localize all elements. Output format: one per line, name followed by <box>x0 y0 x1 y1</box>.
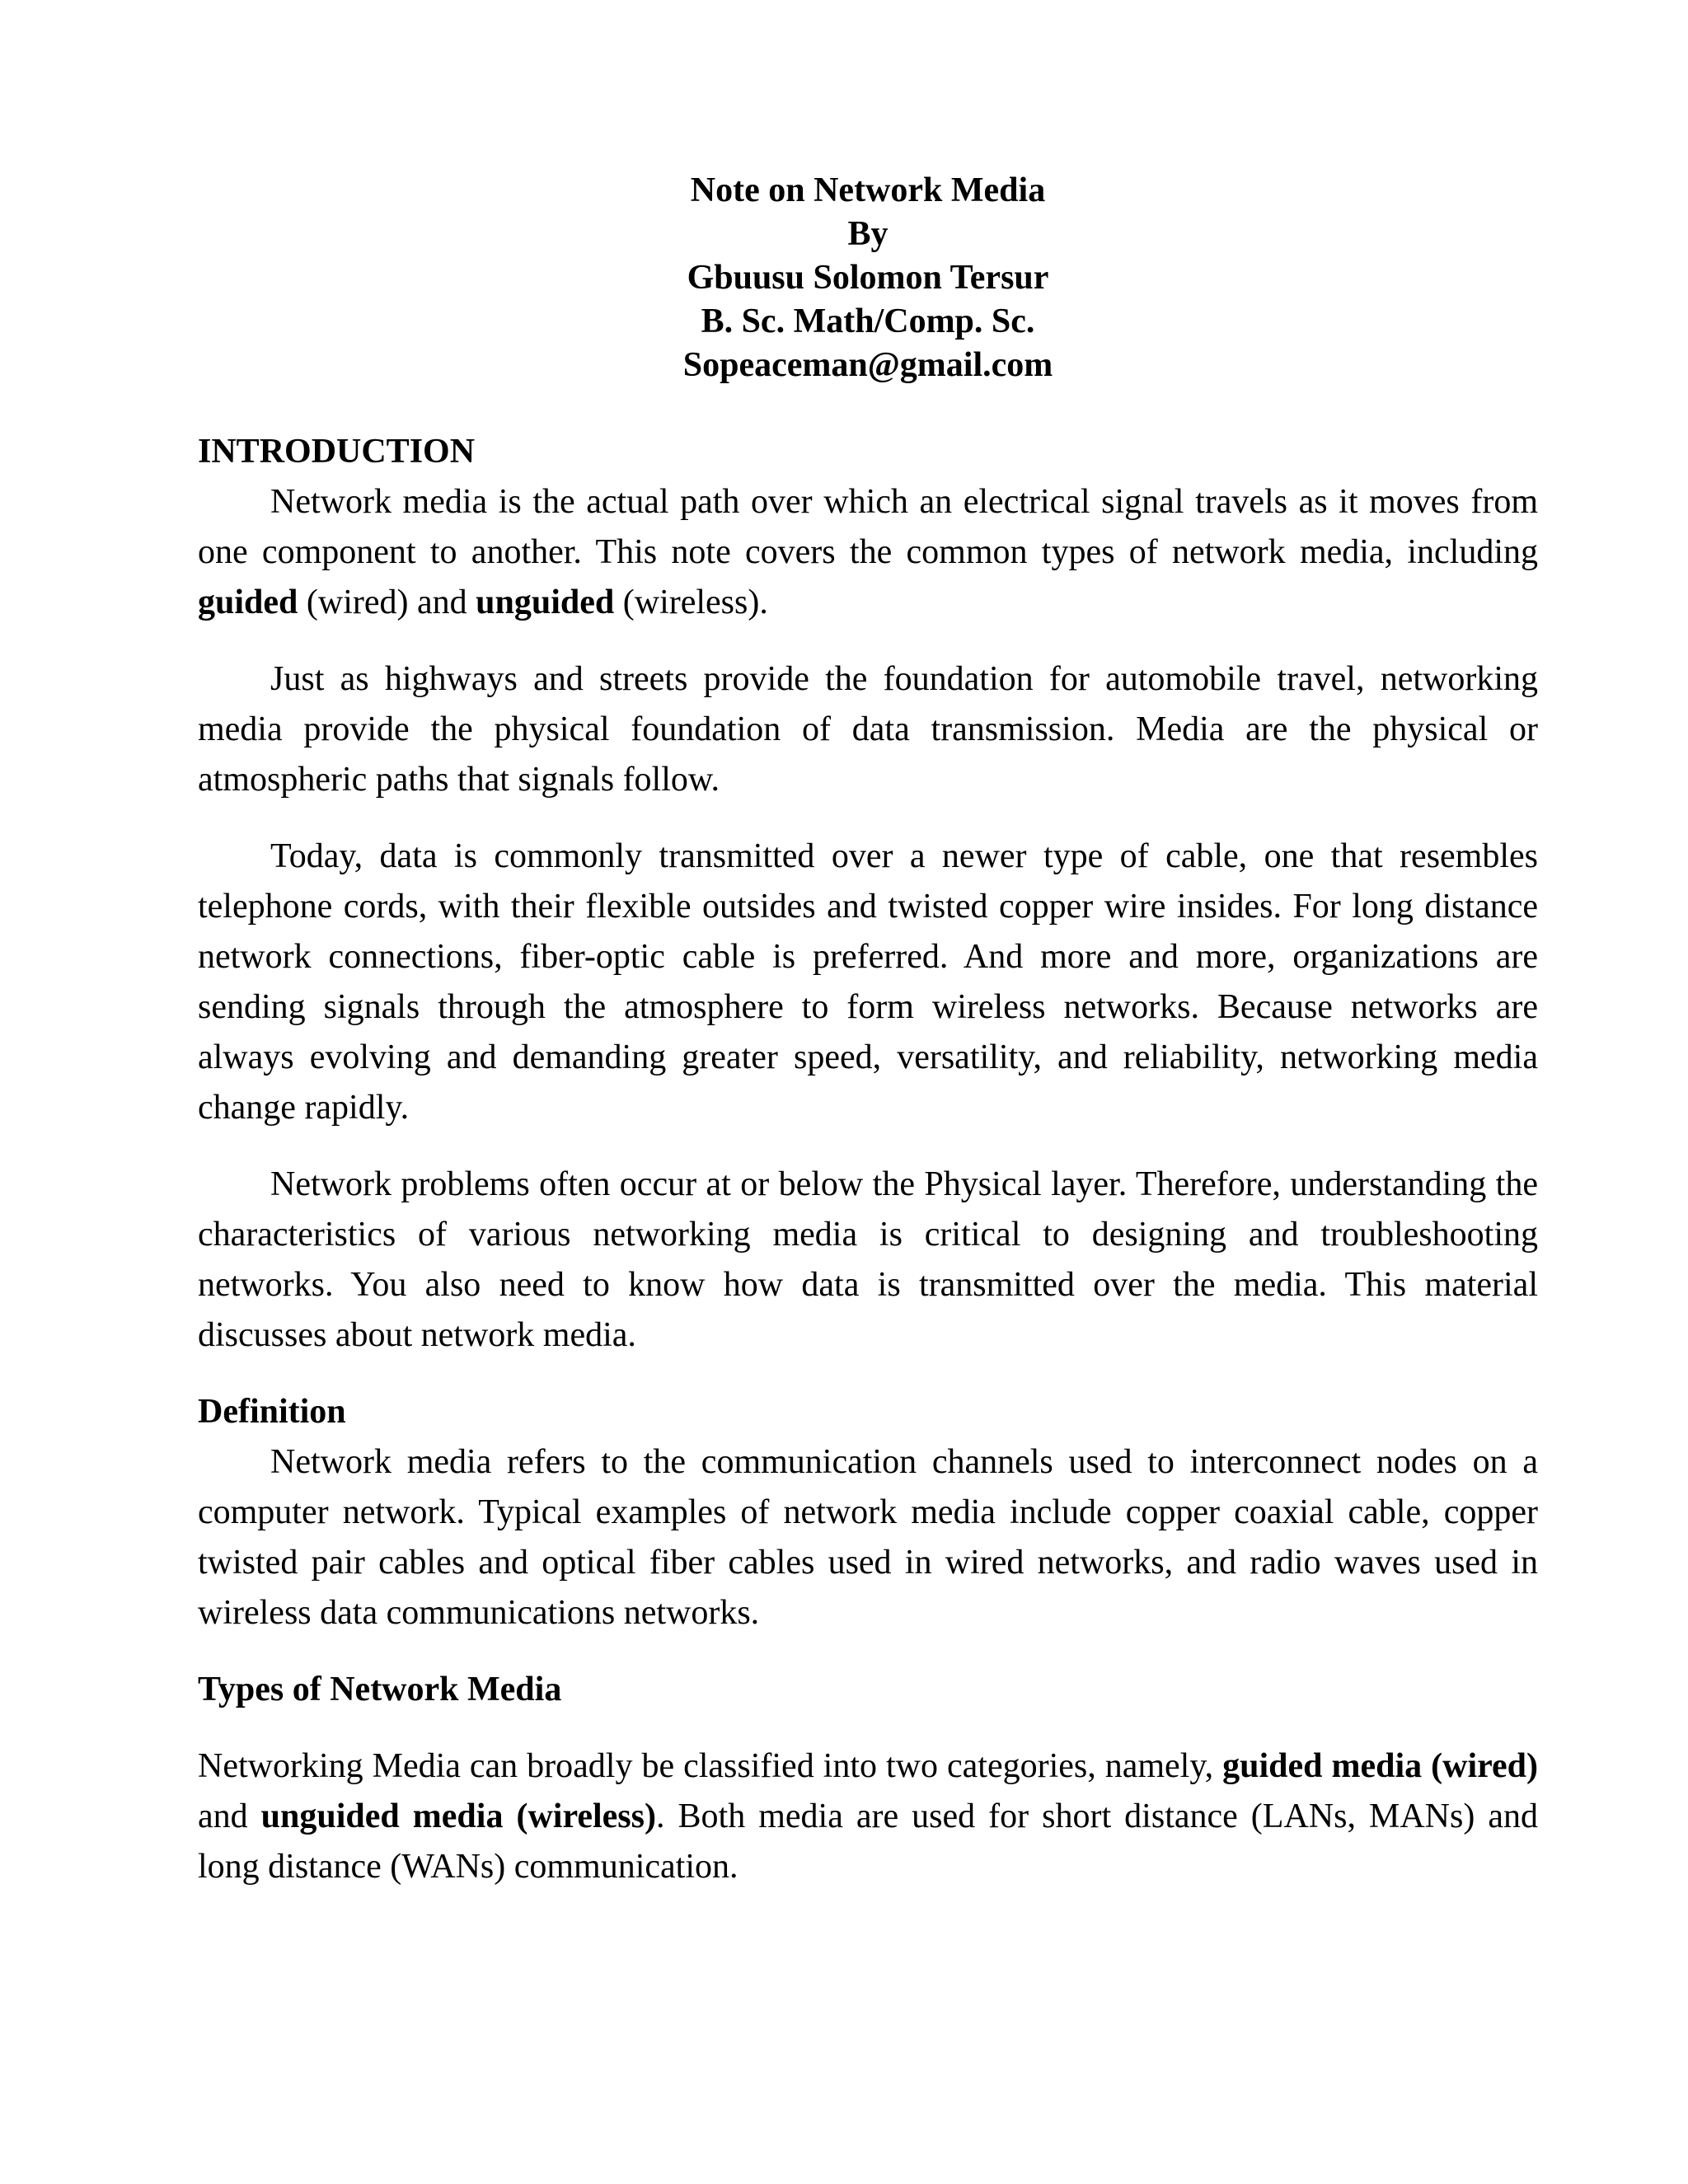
introduction-paragraph-2: Just as highways and streets provide the foundation for automobile travel, networking media provide the physical foundation of data transmission. Media are the physical or atmospheric paths that signals follow. <box>198 660 1538 799</box>
intro-p1-text-3: (wireless). <box>614 583 768 621</box>
byline: By <box>847 215 889 253</box>
definition-paragraph: Network media refers to the communication channels used to interconnect nodes on a computer network. Typical examples of network media include copper coaxial cable, copper twisted pair cables and optical fiber cables used in wired networks, and radio waves used in wireless data communications networks. <box>198 1443 1538 1632</box>
intro-p1-bold-guided: guided <box>198 583 298 621</box>
types-heading: Types of Network Media <box>198 1671 562 1708</box>
document-title: Note on Network Media <box>690 171 1046 209</box>
intro-p1-bold-unguided: unguided <box>476 583 615 621</box>
introduction-paragraph-3: Today, data is commonly transmitted over a newer type of cable, one that resembles telephone cords, with their flexible outsides and twisted copper wire insides. For long distance network connections, fiber-optic cable is preferred. And more and more, organizations are sending signals through the atmosphere to form wireless networks. Because networks are always evolving and demanding greater speed, versatility, and reliability, networking media change rapidly. <box>198 837 1538 1127</box>
author-name: Gbuusu Solomon Tersur <box>687 259 1049 297</box>
types-bold-unguided-media: unguided media (wireless) <box>260 1797 656 1835</box>
author-email: Sopeaceman@gmail.com <box>682 346 1053 384</box>
types-text-1: Networking Media can broadly be classified into two categories, namely, <box>198 1747 1223 1785</box>
types-text-3: . Both media are used for short distance (LANs, MANs) and long distance (WANs) communication. <box>198 1797 1538 1886</box>
types-text-2: and <box>198 1797 261 1835</box>
introduction-paragraph-4: Network problems often occur at or below the Physical layer. Therefore, understanding the characteristics of various networking media is critical to designing and troubleshooting networks. You also need to know how data is transmitted over the media. This material discusses about network media. <box>198 1165 1538 1354</box>
introduction-heading: INTRODUCTION <box>198 433 476 471</box>
types-paragraph <box>198 1741 1538 1892</box>
types-bold-guided-media: guided media (wired) <box>1222 1747 1538 1785</box>
introduction-paragraph-1 <box>198 477 1538 628</box>
title-block <box>198 169 1538 387</box>
author-degree: B. Sc. Math/Comp. Sc. <box>701 302 1035 340</box>
intro-p1-text-2: (wired) and <box>298 583 476 621</box>
intro-p1-text-1: Network media is the actual path over which an electrical signal travels as it moves from one component to another. This note covers the common types of network media, including <box>198 483 1538 571</box>
document-page <box>198 169 1538 1892</box>
definition-heading: Definition <box>198 1393 346 1431</box>
